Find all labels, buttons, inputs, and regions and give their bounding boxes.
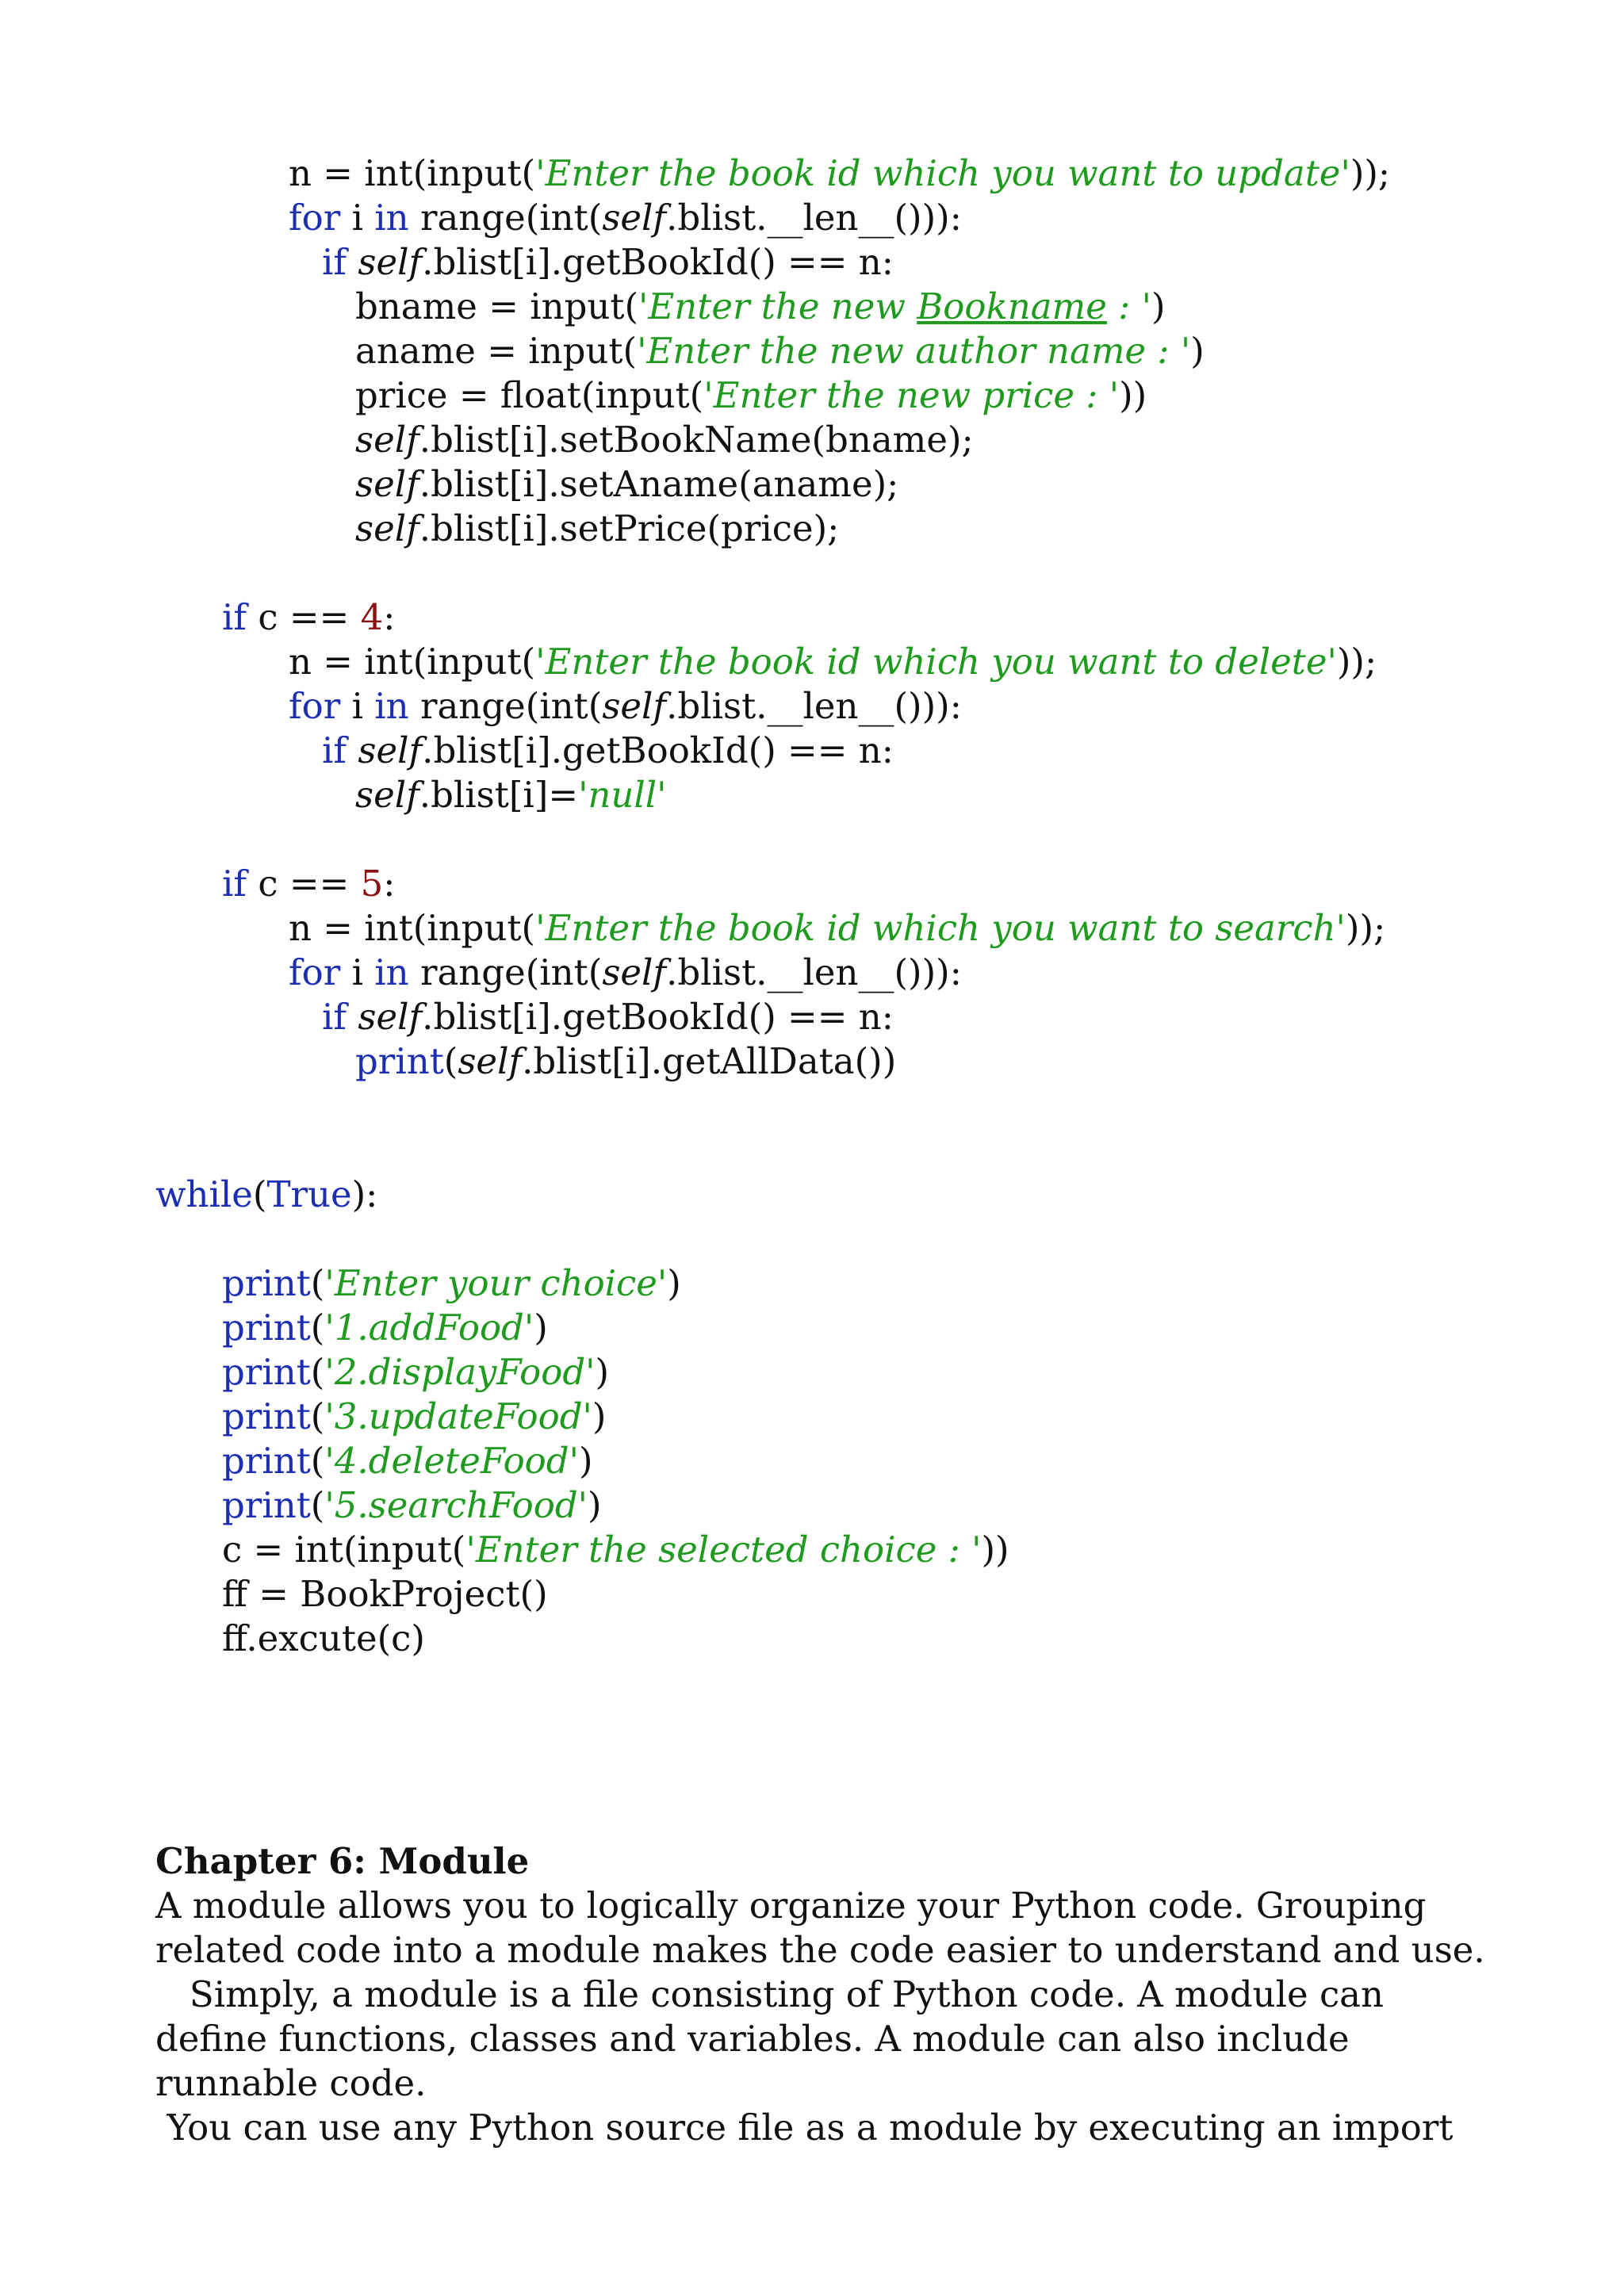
chapter-heading: Chapter 6: Module [155,1840,530,1882]
code-token: n = int(input( [289,641,536,683]
code-token: if [322,996,358,1038]
code-token: True [266,1173,352,1215]
code-token: : [383,863,396,905]
code-line [222,861,395,907]
code-token: aname = input( [355,330,638,372]
chapter-section [155,1839,1503,2150]
code-token: 'null' [578,774,667,816]
code-token: ff = BookProject() [222,1573,548,1615]
code-token: i [351,951,375,993]
code-token: c = int(input( [222,1529,466,1571]
code-token: ) [595,1351,610,1393]
code-line [222,1438,593,1484]
code-token: ( [310,1351,325,1393]
code-line [355,506,839,552]
code-token: if [322,729,358,771]
code-token: self [602,197,667,239]
code-token: ) [1190,330,1205,372]
code-token: 'Enter the book id which you want to delete' [535,641,1337,683]
code-token: self [358,729,423,771]
code-token: n = int(input( [289,907,536,949]
code-token: if [322,241,358,283]
code-token: '1.addFood' [324,1307,534,1349]
code-token: in [374,951,420,993]
code-token: self [355,774,419,816]
code-token: .blist[i].setPrice(price); [419,507,840,549]
code-token: self [355,463,419,505]
code-token: : [949,685,962,727]
code-line [222,1394,606,1440]
code-line [222,1261,681,1307]
code-token: .blist.__len__())) [666,951,950,993]
code-token: .blist[i].getBookId() == n: [422,996,894,1038]
code-token: print [222,1307,311,1349]
code-token: 'Enter the new author name : ' [637,330,1191,372]
chapter-paragraph-1: A module allows you to logically organize your Python code. Grouping related code into a module makes the code easier to understand and use. [155,1885,1485,1971]
chapter-paragraph-2: Simply, a module is a file consisting of Python code. A module can define functions, classes and variables. A module can also include runnable code. [155,1973,1396,2104]
code-token: .blist[i]= [419,774,579,816]
code-line [222,1527,1009,1573]
code-token: for [289,685,352,727]
code-line [222,1616,425,1662]
code-token: self [355,419,419,461]
code-token: self [602,685,667,727]
code-line [289,151,1390,197]
code-token: in [374,197,420,239]
code-line [222,1571,548,1617]
code-token: range(int( [419,685,603,727]
code-token: )) [1119,374,1147,416]
code-token: ( [310,1440,325,1482]
code-token: '2.displayFood' [324,1351,596,1393]
code-token: ): [351,1173,378,1215]
code-line [355,772,667,818]
code-token: 'Enter the new price : ' [703,374,1120,416]
code-token: range(int( [419,197,603,239]
code-token: .blist[i].getAllData()) [522,1040,897,1082]
code-token: .blist[i].setAname(aname); [419,463,899,505]
code-line [355,1039,896,1085]
code-token: )); [1350,152,1391,194]
code-line [289,950,962,996]
code-token: i [351,197,375,239]
code-token: ( [310,1262,325,1304]
code-token: self [358,241,423,283]
code-token: print [222,1351,311,1393]
code-token: .blist[i].getBookId() == n: [422,729,894,771]
code-token: 5 [360,863,384,905]
code-token: if [222,863,259,905]
code-line [222,595,395,641]
code-line [355,284,1166,330]
code-token: )) [981,1529,1009,1571]
code-line [289,639,1377,685]
code-token: 'Enter the book id which you want to update' [535,152,1350,194]
code-token: ) [588,1484,602,1526]
code-token: .blist.__len__())) [666,197,950,239]
code-token: print [222,1440,311,1482]
code-token: '5.searchFood' [324,1484,588,1526]
code-token: ) [1151,285,1166,327]
code-token: : [949,197,962,239]
code-line [322,239,894,285]
code-token: : [949,951,962,993]
code-token: 'Enter the book id which you want to search' [535,907,1346,949]
code-token: )); [1345,907,1386,949]
code-token: 4 [360,596,384,638]
code-token: 'Enter your choice' [324,1262,668,1304]
code-token: .blist.__len__())) [666,685,950,727]
code-token: ) [534,1307,548,1349]
code-token: .blist[i].setBookName(bname); [419,419,974,461]
code-token: ( [310,1395,325,1437]
code-token: ) [592,1395,607,1437]
code-line [222,1349,609,1395]
code-line [155,1172,377,1218]
code-token: '4.deleteFood' [324,1440,579,1482]
code-token: ( [310,1484,325,1526]
code-token: bname = input( [355,285,639,327]
code-line [289,195,962,241]
code-token: ( [252,1173,267,1215]
code-token: n = int(input( [289,152,536,194]
code-token: price = float(input( [355,374,704,416]
code-token: self [602,951,667,993]
code-token: self [355,507,419,549]
code-line [355,417,974,463]
code-token: : [383,596,396,638]
code-token: print [355,1040,444,1082]
code-token: for [289,197,352,239]
code-line [222,1305,548,1351]
code-token: print [222,1484,311,1526]
code-token: ) [667,1262,681,1304]
code-token: if [222,596,259,638]
code-token: self [358,996,423,1038]
code-token: c == [258,863,361,905]
code-token: ( [310,1307,325,1349]
code-token: print [222,1395,311,1437]
code-token: '3.updateFood' [324,1395,592,1437]
code-line [355,328,1205,374]
code-token: print [222,1262,311,1304]
chapter-paragraph-3: You can use any Python source file as a module by executing an import [155,2107,1454,2149]
code-token: )); [1336,641,1377,683]
code-token: 'Enter the new [638,285,917,327]
code-token: ) [578,1440,593,1482]
code-line [355,461,898,507]
code-line [289,905,1385,951]
code-token: c == [258,596,361,638]
code-token: for [289,951,352,993]
code-token: self [458,1040,523,1082]
code-token: in [374,685,420,727]
code-line [322,994,894,1040]
code-token: : ' [1106,285,1151,327]
code-token: ff.excute(c) [222,1617,425,1659]
code-line [289,683,962,729]
code-token: ( [443,1040,458,1082]
code-line [355,373,1147,419]
code-token: Bookname [917,285,1107,327]
code-token: i [351,685,375,727]
code-line [322,728,894,774]
code-token: .blist[i].getBookId() == n: [422,241,894,283]
code-token: while [155,1173,253,1215]
code-token: 'Enter the selected choice : ' [465,1529,982,1571]
code-line [222,1483,602,1529]
code-token: range(int( [419,951,603,993]
